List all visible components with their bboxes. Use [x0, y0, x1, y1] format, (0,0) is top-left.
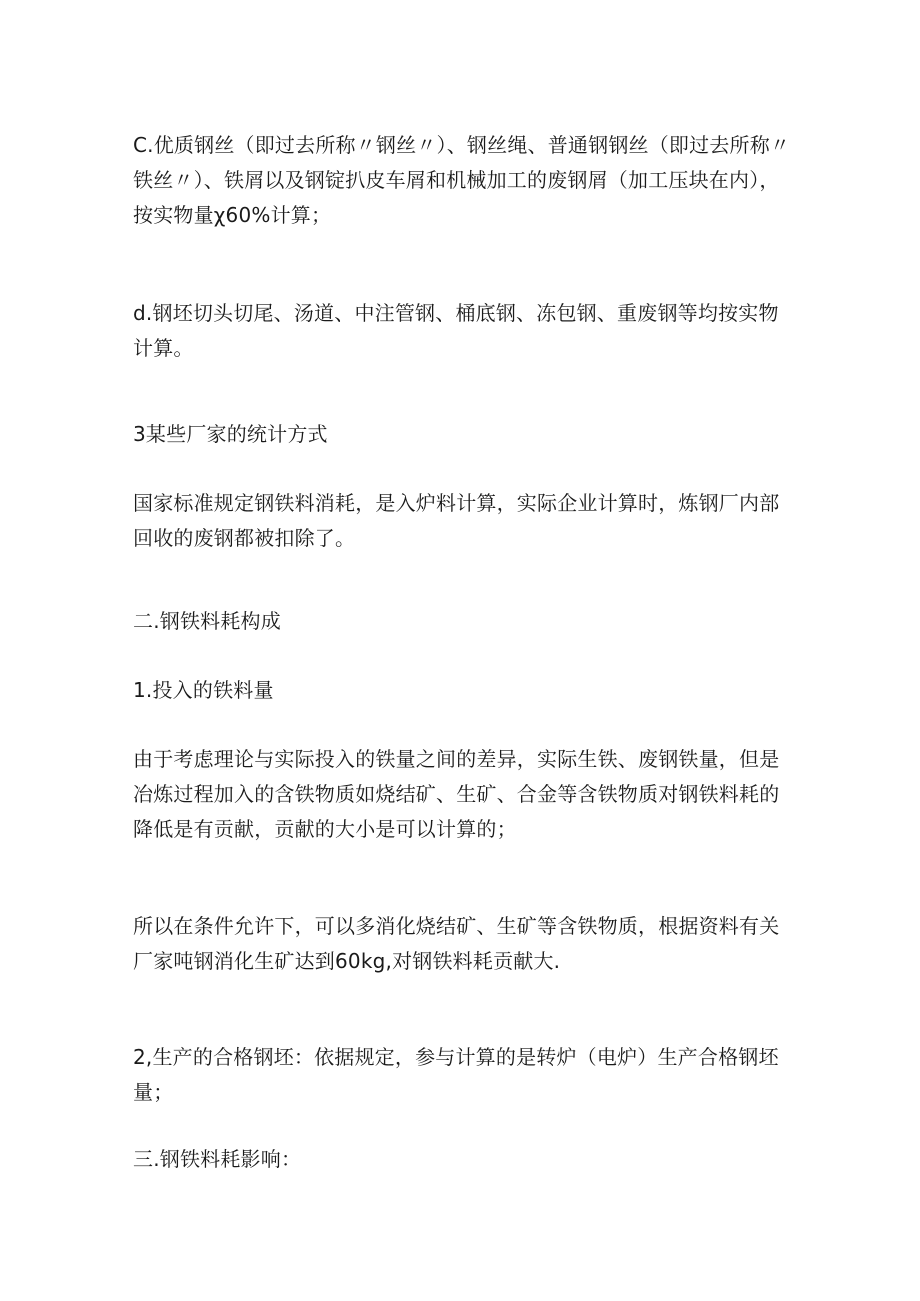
- paragraph-scrap-wire-rule: C.优质钢丝（即过去所称〃钢丝〃）、钢丝绳、普通钢钢丝（即过去所称〃铁丝〃）、铁屑以及钢锭扒皮车屑和机械加工的废钢屑（加工压块在内），按实物量χ60%计算；: [133, 133, 791, 227]
- heading-iron-input: 1.投入的铁料量: [133, 678, 274, 702]
- paragraph-national-standard: 国家标准规定钢铁料消耗，是入炉料计算，实际企业计算时，炼钢厂内部回收的废钢都被扣除了。: [133, 491, 780, 550]
- paragraph-billet-crop-rule: d.钢坯切头切尾、汤道、中注管钢、桶底钢、冻包钢、重废钢等均按实物计算。: [133, 301, 779, 360]
- heading-consumption-influence: 三.钢铁料耗影响：: [133, 1147, 302, 1171]
- paragraph-iron-input-detail: 由于考虑理论与实际投入的铁量之间的差异，实际生铁、废钢铁量，但是冶炼过程加入的含铁物质如烧结矿、生矿、合金等含铁物质对钢铁料耗的降低是有贡献，贡献的大小是可以计算的；: [133, 747, 780, 841]
- heading-manufacturer-statistics: 3某些厂家的统计方式: [133, 422, 328, 446]
- heading-consumption-composition: 二.钢铁料耗构成: [133, 609, 281, 633]
- paragraph-qualified-billet: 2,生产的合格钢坯：依据规定，参与计算的是转炉（电炉）生产合格钢坯量；: [133, 1045, 779, 1104]
- paragraph-ore-consumption: 所以在条件允许下，可以多消化烧结矿、生矿等含铁物质，根据资料有关厂家吨钢消化生矿达到60kg,对钢铁料耗贡献大.: [133, 914, 780, 973]
